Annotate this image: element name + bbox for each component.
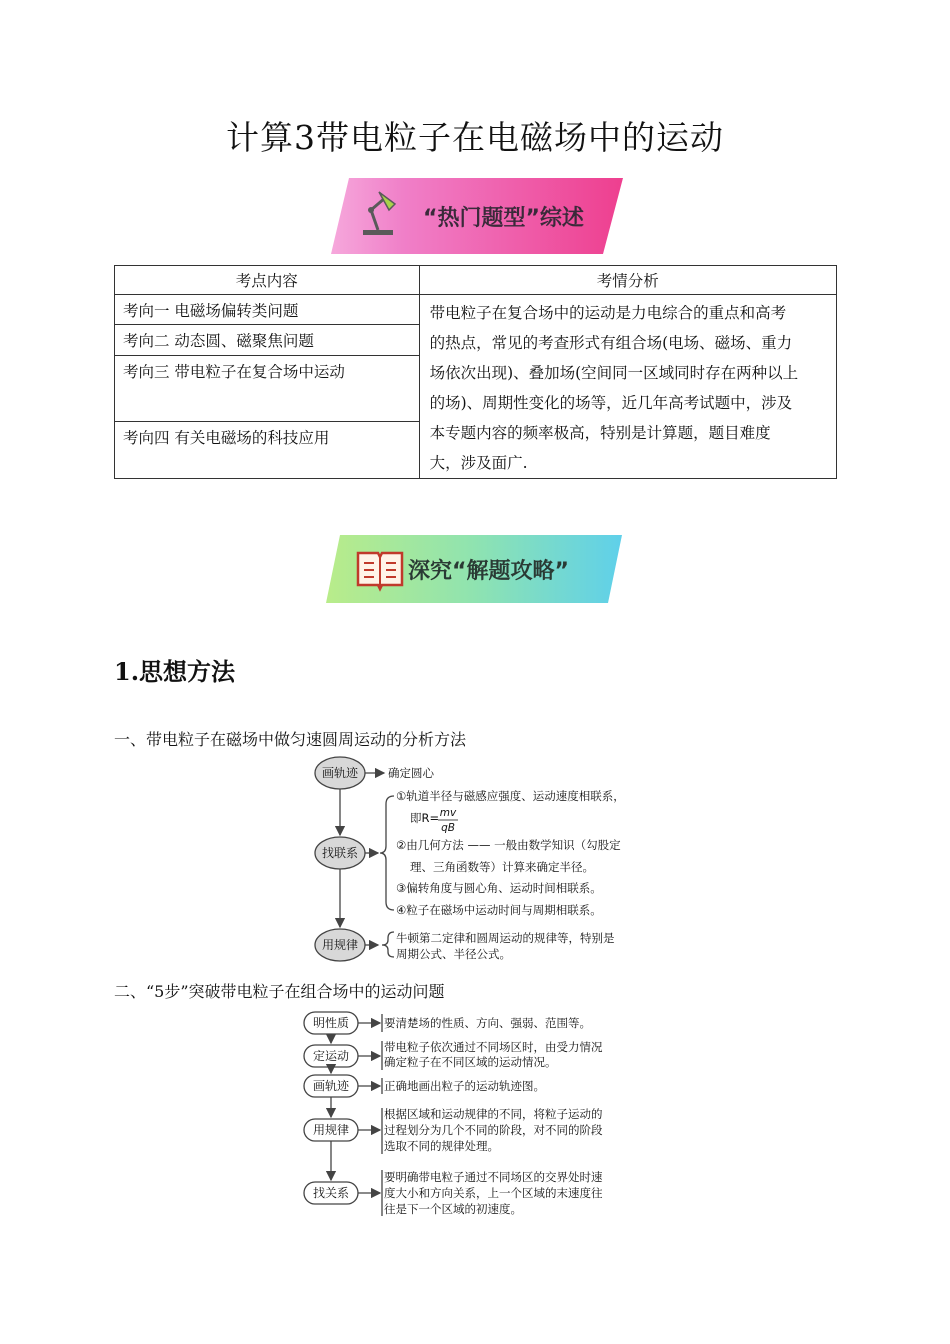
overview-table xyxy=(114,265,837,479)
hot-topics-banner xyxy=(331,176,625,256)
flow-node-label: 找联系 xyxy=(321,846,359,860)
table-header-analysis: 考情分析 xyxy=(419,266,836,295)
five-step-flowchart xyxy=(300,1008,660,1222)
analysis-line: 本专题内容的频率极高，特别是计算题，题目难度 xyxy=(429,424,771,442)
analysis-line: 带电粒子在复合场中的运动是力电综合的重点和高考 xyxy=(429,304,787,322)
step-desc: 度大小和方向关系，上一个区域的末速度往 xyxy=(384,1186,603,1200)
step-label: 定运动 xyxy=(312,1049,350,1063)
flow-item: 理、三角函数等）计算来确定半径。 xyxy=(410,860,594,874)
step-desc: 根据区域和运动规律的不同，将粒子运动的 xyxy=(384,1107,603,1121)
flow-item: ④粒子在磁场中运动时间与周期相联系。 xyxy=(396,903,602,917)
strategy-banner-text: 深究“解题攻略” xyxy=(408,559,569,584)
analysis-line: 大，涉及面广. xyxy=(429,454,528,472)
circular-motion-flowchart xyxy=(300,754,660,966)
topic-row: 考向三 带电粒子在复合场中运动 xyxy=(115,355,420,421)
open-book-icon xyxy=(358,553,402,589)
step-desc: 要清楚场的性质、方向、强弱、范围等。 xyxy=(384,1016,591,1030)
flow-item: 牛顿第二定律和圆周运动的规律等，特别是 xyxy=(396,931,615,945)
step-desc: 要明确带电粒子通过不同场区的交界处时速 xyxy=(384,1170,603,1184)
topic-row: 考向二 动态圆、磁聚焦问题 xyxy=(115,324,420,355)
subsection-heading: 一、带电粒子在磁场中做匀速圆周运动的分析方法 xyxy=(114,730,467,749)
hot-topics-banner-text: “热门题型”综述 xyxy=(423,206,584,231)
analysis-line: 的场)、周期性变化的场等，近几年高考试题中，涉及 xyxy=(429,394,793,412)
flow-note: 确定圆心 xyxy=(388,766,434,780)
step-desc: 确定粒子在不同区域的运动情况。 xyxy=(384,1055,557,1069)
step-desc: 带电粒子依次通过不同场区时，由受力情况 xyxy=(384,1040,603,1054)
step-desc: 正确地画出粒子的运动轨迹图。 xyxy=(384,1079,545,1093)
formula-denominator: qB xyxy=(441,822,455,834)
flow-item: ③偏转角度与圆心角、运动时间相联系。 xyxy=(396,881,602,895)
step-desc: 过程划分为几个不同的阶段，对不同的阶段 xyxy=(384,1123,603,1137)
section-heading: 1.思想方法 xyxy=(114,657,236,686)
topic-row: 考向四 有关电磁场的科技应用 xyxy=(115,422,420,479)
page-title: 计算3带电粒子在电磁场中的运动 xyxy=(226,118,724,157)
analysis-cell xyxy=(419,295,836,479)
step-label: 用规律 xyxy=(312,1123,350,1137)
step-label: 找关系 xyxy=(312,1186,350,1200)
analysis-line: 场依次出现)、叠加场(空间同一区域同时存在两种以上 xyxy=(429,364,799,382)
topic-row: 考向一 电磁场偏转类问题 xyxy=(115,295,420,325)
flow-formula-prefix: 即R= xyxy=(410,811,440,825)
flow-item: ①轨道半径与磁感应强度、运动速度相联系， xyxy=(396,789,625,803)
formula-numerator: mv xyxy=(439,807,457,819)
analysis-line: 的热点，常见的考查形式有组合场(电场、磁场、重力 xyxy=(429,334,793,352)
strategy-banner xyxy=(326,533,624,605)
flow-node-label: 画轨迹 xyxy=(321,766,359,780)
flow-item: ②由几何方法 —— 一般由数学知识（勾股定 xyxy=(396,838,621,852)
flow-node-label: 用规律 xyxy=(321,938,359,952)
step-label: 明性质 xyxy=(312,1016,350,1030)
step-label: 画轨迹 xyxy=(312,1079,350,1093)
subsection-heading: 二、“5步”突破带电粒子在组合场中的运动问题 xyxy=(114,982,445,1001)
table-header-topics: 考点内容 xyxy=(115,266,420,295)
flow-item: 周期公式、半径公式。 xyxy=(396,947,511,961)
step-desc: 选取不同的规律处理。 xyxy=(384,1139,499,1153)
step-desc: 往是下一个区域的初速度。 xyxy=(384,1202,522,1216)
